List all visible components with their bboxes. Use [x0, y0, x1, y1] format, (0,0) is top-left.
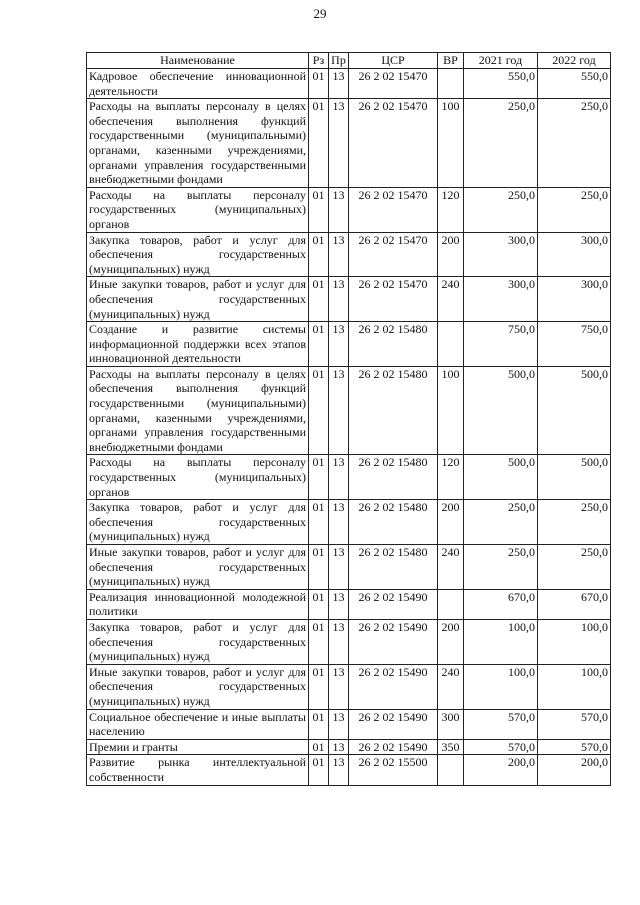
cell-pr: 13: [329, 69, 349, 99]
cell-vr: [438, 69, 464, 99]
cell-rz: 01: [309, 455, 329, 500]
cell-csr: 26 2 02 15470: [349, 99, 438, 188]
cell-csr: 26 2 02 15490: [349, 739, 438, 755]
table-row: [87, 99, 611, 188]
cell-csr: 26 2 02 15480: [349, 366, 438, 455]
cell-vr: 100: [438, 366, 464, 455]
cell-csr: 26 2 02 15480: [349, 455, 438, 500]
cell-vr: 200: [438, 500, 464, 545]
cell-csr: 26 2 02 15470: [349, 277, 438, 322]
cell-csr: 26 2 02 15490: [349, 619, 438, 664]
cell-rz: 01: [309, 366, 329, 455]
cell-2021: 250,0: [464, 500, 538, 545]
budget-table: [86, 52, 611, 786]
cell-2022: 670,0: [538, 589, 611, 619]
cell-name: Расходы на выплаты персоналу государственных (муниципальных) органов: [87, 455, 309, 500]
cell-csr: 26 2 02 15490: [349, 709, 438, 739]
cell-pr: 13: [329, 545, 349, 590]
table-row: [87, 500, 611, 545]
cell-vr: 100: [438, 99, 464, 188]
cell-name: Расходы на выплаты персоналу государственных (муниципальных) органов: [87, 187, 309, 232]
cell-name: Иные закупки товаров, работ и услуг для обеспечения государственных (муниципальных) нужд: [87, 545, 309, 590]
cell-csr: 26 2 02 15500: [349, 755, 438, 785]
cell-2021: 570,0: [464, 739, 538, 755]
cell-2022: 100,0: [538, 619, 611, 664]
cell-2021: 570,0: [464, 709, 538, 739]
cell-csr: 26 2 02 15480: [349, 545, 438, 590]
cell-rz: 01: [309, 99, 329, 188]
cell-name: Иные закупки товаров, работ и услуг для обеспечения государственных (муниципальных) нужд: [87, 277, 309, 322]
cell-2021: 100,0: [464, 619, 538, 664]
cell-vr: 240: [438, 545, 464, 590]
cell-2022: 300,0: [538, 232, 611, 277]
cell-rz: 01: [309, 739, 329, 755]
cell-vr: 120: [438, 455, 464, 500]
cell-vr: [438, 755, 464, 785]
cell-2021: 250,0: [464, 545, 538, 590]
cell-name: Закупка товаров, работ и услуг для обеспечения государственных (муниципальных) нужд: [87, 500, 309, 545]
cell-vr: 200: [438, 619, 464, 664]
cell-2021: 750,0: [464, 322, 538, 367]
column-header-pr: Пр: [329, 53, 349, 69]
cell-2021: 250,0: [464, 187, 538, 232]
cell-rz: 01: [309, 545, 329, 590]
table-row: [87, 755, 611, 785]
cell-2021: 670,0: [464, 589, 538, 619]
cell-name: Закупка товаров, работ и услуг для обеспечения государственных (муниципальных) нужд: [87, 619, 309, 664]
column-header-vr: ВР: [438, 53, 464, 69]
table-row: [87, 455, 611, 500]
cell-pr: 13: [329, 322, 349, 367]
table-row: [87, 277, 611, 322]
table-row: [87, 232, 611, 277]
table-row: [87, 664, 611, 709]
cell-rz: 01: [309, 187, 329, 232]
table-header: [87, 53, 611, 69]
cell-2022: 570,0: [538, 739, 611, 755]
cell-2022: 250,0: [538, 545, 611, 590]
cell-rz: 01: [309, 277, 329, 322]
column-header-2021: 2021 год: [464, 53, 538, 69]
cell-pr: 13: [329, 664, 349, 709]
cell-name: Развитие рынка интеллектуальной собственности: [87, 755, 309, 785]
cell-name: Создание и развитие системы информационной поддержки всех этапов инновационной деятельности: [87, 322, 309, 367]
cell-name: Кадровое обеспечение инновационной деятельности: [87, 69, 309, 99]
cell-csr: 26 2 02 15490: [349, 589, 438, 619]
cell-pr: 13: [329, 739, 349, 755]
cell-name: Расходы на выплаты персоналу в целях обеспечения выполнения функций государственными (муниципальными) органами, казенными учреждениями, органами управления государственными внебюджетными фондами: [87, 99, 309, 188]
table-row: [87, 709, 611, 739]
cell-2021: 200,0: [464, 755, 538, 785]
cell-name: Закупка товаров, работ и услуг для обеспечения государственных (муниципальных) нужд: [87, 232, 309, 277]
cell-2021: 500,0: [464, 455, 538, 500]
page-number: 29: [313, 6, 327, 21]
cell-2022: 550,0: [538, 69, 611, 99]
cell-2021: 300,0: [464, 277, 538, 322]
cell-2021: 250,0: [464, 99, 538, 188]
cell-csr: 26 2 02 15480: [349, 322, 438, 367]
cell-vr: 240: [438, 664, 464, 709]
cell-2021: 550,0: [464, 69, 538, 99]
cell-pr: 13: [329, 455, 349, 500]
cell-vr: [438, 589, 464, 619]
cell-csr: 26 2 02 15470: [349, 232, 438, 277]
table-body: [87, 69, 611, 786]
cell-2022: 300,0: [538, 277, 611, 322]
cell-rz: 01: [309, 500, 329, 545]
cell-name: Реализация инновационной молодежной политики: [87, 589, 309, 619]
cell-csr: 26 2 02 15480: [349, 500, 438, 545]
cell-2022: 250,0: [538, 187, 611, 232]
table-row: [87, 589, 611, 619]
cell-csr: 26 2 02 15490: [349, 664, 438, 709]
table-row: [87, 322, 611, 367]
table-row: [87, 739, 611, 755]
cell-rz: 01: [309, 589, 329, 619]
table-row: [87, 187, 611, 232]
table-row: [87, 619, 611, 664]
cell-rz: 01: [309, 755, 329, 785]
cell-vr: 300: [438, 709, 464, 739]
cell-pr: 13: [329, 619, 349, 664]
column-header-csr: ЦСР: [349, 53, 438, 69]
cell-rz: 01: [309, 69, 329, 99]
table-row: [87, 545, 611, 590]
cell-name: Иные закупки товаров, работ и услуг для обеспечения государственных (муниципальных) нужд: [87, 664, 309, 709]
cell-vr: 240: [438, 277, 464, 322]
column-header-name: Наименование: [87, 53, 309, 69]
cell-2022: 500,0: [538, 366, 611, 455]
cell-2021: 100,0: [464, 664, 538, 709]
cell-2022: 200,0: [538, 755, 611, 785]
cell-rz: 01: [309, 322, 329, 367]
cell-rz: 01: [309, 619, 329, 664]
cell-pr: 13: [329, 589, 349, 619]
cell-rz: 01: [309, 664, 329, 709]
cell-pr: 13: [329, 709, 349, 739]
cell-csr: 26 2 02 15470: [349, 187, 438, 232]
cell-pr: 13: [329, 232, 349, 277]
cell-csr: 26 2 02 15470: [349, 69, 438, 99]
cell-vr: 350: [438, 739, 464, 755]
table-row: [87, 366, 611, 455]
cell-name: Расходы на выплаты персоналу в целях обеспечения выполнения функций государственными (муниципальными) органами, казенными учреждениями, органами управления государственными внебюджетными фондами: [87, 366, 309, 455]
cell-pr: 13: [329, 277, 349, 322]
cell-2022: 250,0: [538, 500, 611, 545]
cell-name: Премии и гранты: [87, 739, 309, 755]
cell-name: Социальное обеспечение и иные выплаты населению: [87, 709, 309, 739]
cell-rz: 01: [309, 709, 329, 739]
cell-rz: 01: [309, 232, 329, 277]
table-row: [87, 69, 611, 99]
cell-pr: 13: [329, 99, 349, 188]
cell-vr: 200: [438, 232, 464, 277]
cell-vr: [438, 322, 464, 367]
cell-2022: 250,0: [538, 99, 611, 188]
cell-pr: 13: [329, 755, 349, 785]
cell-2022: 500,0: [538, 455, 611, 500]
column-header-2022: 2022 год: [538, 53, 611, 69]
cell-pr: 13: [329, 366, 349, 455]
cell-2021: 300,0: [464, 232, 538, 277]
cell-2021: 500,0: [464, 366, 538, 455]
cell-2022: 570,0: [538, 709, 611, 739]
column-header-rz: Рз: [309, 53, 329, 69]
cell-pr: 13: [329, 500, 349, 545]
cell-2022: 100,0: [538, 664, 611, 709]
cell-vr: 120: [438, 187, 464, 232]
cell-2022: 750,0: [538, 322, 611, 367]
cell-pr: 13: [329, 187, 349, 232]
